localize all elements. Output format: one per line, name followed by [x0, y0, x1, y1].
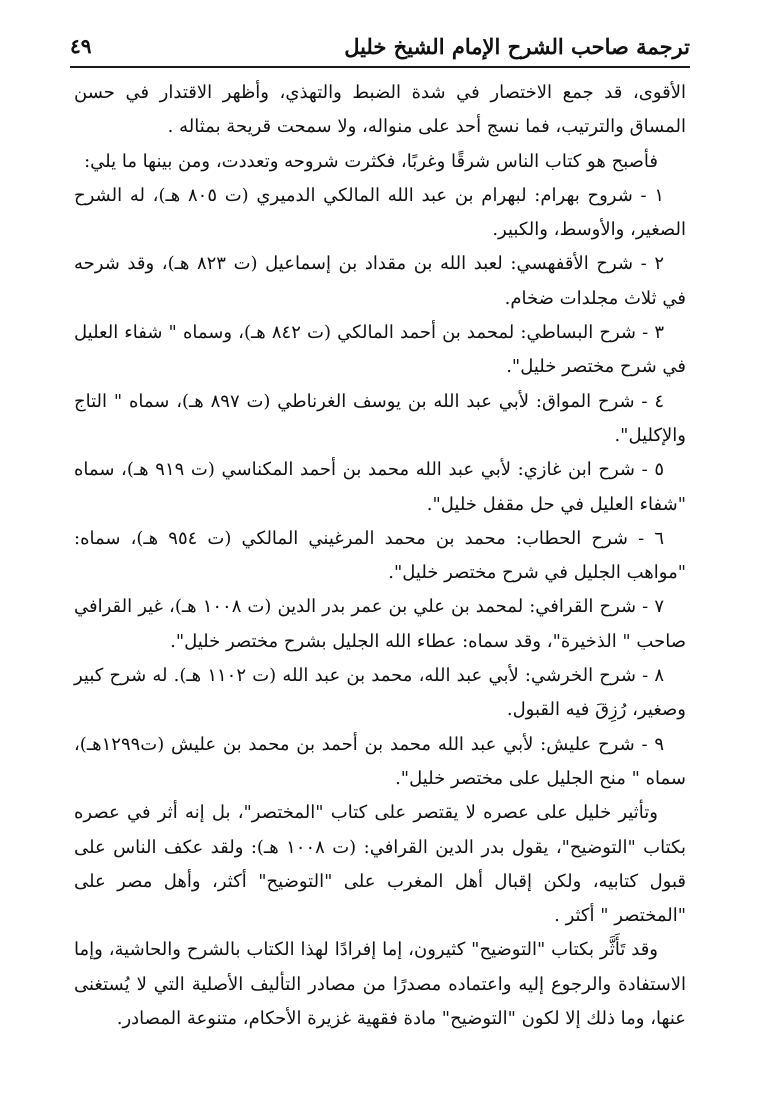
list-item-hattab: ٦ - شرح الحطاب: محمد بن محمد المرغيني المالكي (ت ٩٥٤ هـ)، سماه: "مواهب الجليل في شرح مختصر خليل".	[74, 527, 686, 584]
list-item-khurashi: ٨ - شرح الخرشي: لأبي عبد الله، محمد بن عبد الله (ت ١١٠٢ هـ). له شرح كبير وصغير، رُزِقَ فيه القبول.	[74, 665, 686, 721]
paragraph-intro-continued: الأقوى، قد جمع الاختصار في شدة الضبط والتهذي، وأظهر الاقتدار في حسن المساق والترتيب، فما نسج أحد على منواله، ولا سمحت قريحة بمثاله .	[74, 82, 686, 138]
paragraph-influence: وتأثير خليل على عصره لا يقتصر على كتاب "المختصر"، بل إنه أثر في عصره بكتاب "التوضيح"، يقول بدر الدين القرافي: (ت ١٠٠٨ هـ): ولقد عكف الناس على قبول كتابيه، ولكن إقبال أهل المغرب على "التوضيح" أكثر، وأهل مصر على "المختصر " أكثر .	[74, 802, 686, 927]
header-title: ترجمة صاحب الشرح الإمام الشيخ خليل	[344, 34, 690, 59]
list-item-bisati: ٣ - شرح البساطي: لمحمد بن أحمد المالكي (ت ٨٤٢ هـ)، وسماه " شفاء العليل في شرح مختصر خليل".	[74, 322, 686, 378]
page-number: ٤٩	[70, 34, 92, 58]
list-item-ulaysh: ٩ - شرح عليش: لأبي عبد الله محمد بن أحمد بن محمد بن عليش (ت١٢٩٩هـ)، سماه " منح الجليل على مختصر خليل".	[74, 733, 686, 789]
list-item-mawwaq: ٤ - شرح المواق: لأبي عبد الله بن يوسف الغرناطي (ت ٨٩٧ هـ)، سماه " التاج والإكليل".	[74, 390, 686, 446]
paragraph-tawdih: وقد تَأَثَّر بكتاب "التوضيح" كثيرون، إما إفرادًا لهذا الكتاب بالشرح والحاشية، وإما الاستفادة والرجوع إليه واعتماده مصدرًا من مصادر التأليف الأصلية التي لا يُستغنى عنها، وما ذلك إلا لكون "التوضيح" مادة فقهية غزيرة الأحكام، متنوعة المصادر.	[74, 939, 686, 1030]
paragraph-commentaries-intro: فأصبح هو كتاب الناس شرقًا وغربًا، فكثرت شروحه وتعددت، ومن بينها ما يلي:	[84, 150, 658, 172]
list-item-bahram: ١ - شروح بهرام: لبهرام بن عبد الله المالكي الدميري (ت ٨٠٥ هـ)، له الشرح الصغير، والأوسط، والكبير.	[74, 184, 686, 241]
list-item-qarafi: ٧ - شرح القرافي: لمحمد بن علي بن عمر بدر الدين (ت ١٠٠٨ هـ)، غير القرافي صاحب " الذخيرة"، وقد سماه: عطاء الله الجليل بشرح مختصر خليل".	[74, 596, 686, 652]
running-header	[70, 28, 690, 68]
list-item-ibn-ghazi: ٥ - شرح ابن غازي: لأبي عبد الله محمد بن أحمد المكناسي (ت ٩١٩ هـ)، سماه "شفاء العليل في حل مقفل خليل".	[74, 459, 686, 515]
page-body	[74, 76, 686, 1036]
list-item-aqfahsi: ٢ - شرح الأقفهسي: لعبد الله بن مقداد بن إسماعيل (ت ٨٢٣ هـ)، وقد شرحه في ثلاث مجلدات ضخام.	[74, 253, 686, 309]
